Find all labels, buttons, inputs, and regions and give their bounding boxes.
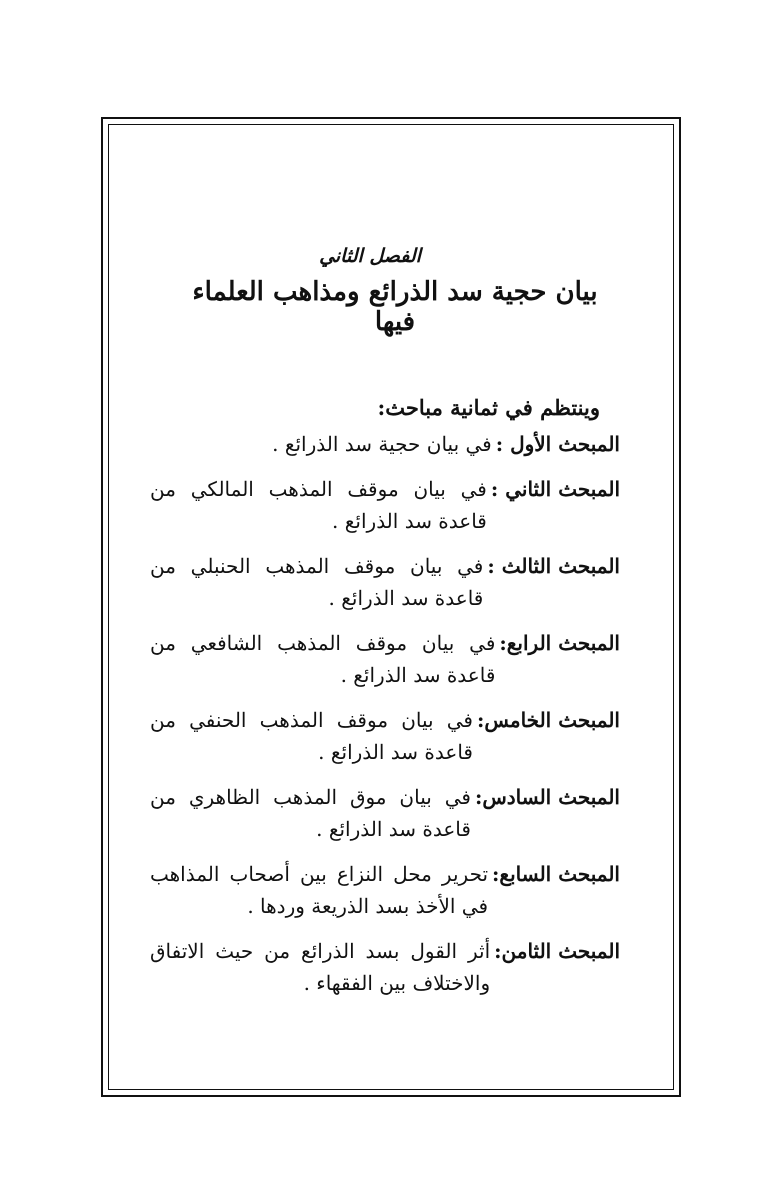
section-label: المبحث الأول :: [495, 432, 620, 456]
section-item-6: [150, 781, 620, 845]
chapter-title: بيان حجية سد الذرائع ومذاهب العلماء فيها: [192, 277, 598, 337]
section-label: المبحث الرابع:: [499, 631, 620, 655]
section-item-3: [150, 550, 620, 614]
section-label: المبحث الثالث :: [487, 554, 620, 578]
section-item-8: [150, 935, 620, 999]
section-item-4: [150, 627, 620, 691]
section-text: في بيان موق المذهب الظاهري من قاعدة سد الذرائع .: [150, 785, 471, 841]
section-label: المبحث الثامن:: [494, 939, 620, 963]
intro-text: وينتظم في ثمانية مباحث:: [377, 395, 600, 420]
section-text: في بيان موقف المذهب المالكي من قاعدة سد الذرائع .: [150, 477, 487, 533]
section-label: المبحث الخامس:: [476, 708, 620, 732]
section-label: المبحث السابع:: [492, 862, 620, 886]
chapter-content: [150, 245, 620, 1012]
section-label: المبحث السادس:: [474, 785, 620, 809]
section-item-7: [150, 858, 620, 922]
section-label: المبحث الثاني :: [490, 477, 620, 501]
section-text: في بيان موقف المذهب الحنبلي من قاعدة سد الذرائع .: [150, 554, 484, 610]
section-text: أثر القول بسد الذرائع من حيث الاتفاق والاختلاف بين الفقهاء .: [150, 939, 491, 995]
section-item-1: [150, 428, 620, 460]
section-item-2: [150, 473, 620, 537]
section-text: في بيان موقف المذهب الشافعي من قاعدة سد الذرائع .: [150, 631, 496, 687]
chapter-label: الفصل الثاني: [319, 245, 421, 267]
section-text: في بيان حجية سد الذرائع .: [272, 432, 492, 456]
section-item-5: [150, 704, 620, 768]
section-text: في بيان موقف المذهب الحنفي من قاعدة سد الذرائع .: [150, 708, 473, 764]
section-text: تحرير محل النزاع بين أصحاب المذاهب في الأخذ بسد الذريعة وردها .: [150, 862, 489, 918]
